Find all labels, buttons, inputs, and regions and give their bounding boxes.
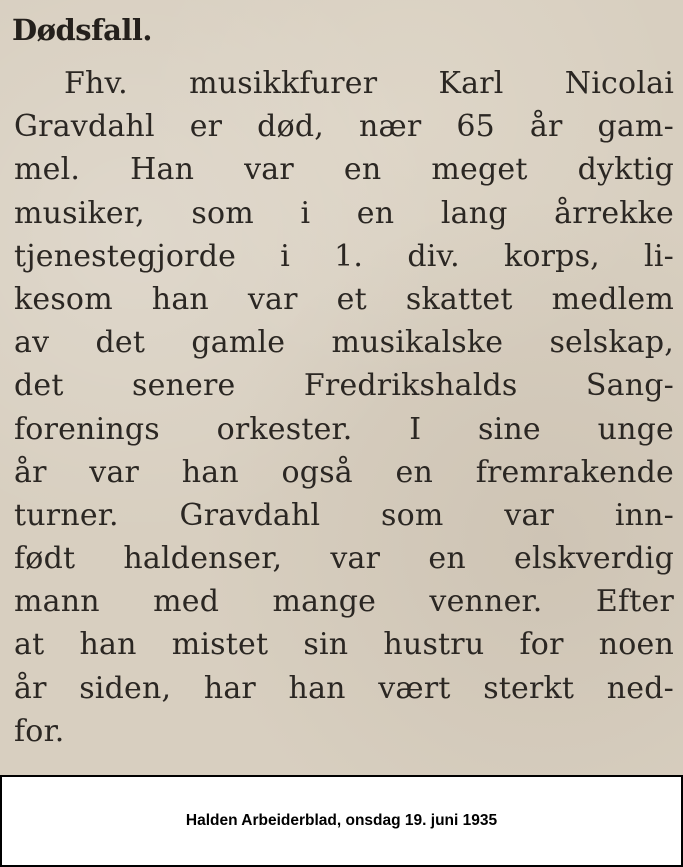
article-line: det senere Fredrikshalds Sang- <box>14 368 674 404</box>
article-line: at han mistet sin hustru for noen <box>14 627 674 663</box>
article-line: musiker, som i en lang årrekke <box>14 195 674 231</box>
caption-box <box>0 775 683 867</box>
article-line: av det gamle musikalske selskap, <box>14 325 674 361</box>
article-line: for. <box>14 713 65 749</box>
article-line: mel. Han var en meget dyktig <box>14 152 674 188</box>
source-caption: Halden Arbeiderblad, onsdag 19. juni 1935 <box>185 812 498 829</box>
article-line: forenings orkester. I sine unge <box>14 411 674 447</box>
article-line: tjenestegjorde i 1. div. korps, li- <box>14 238 674 274</box>
article-line: født haldenser, var en elskverdig <box>14 541 674 577</box>
article-line: mann med mange venner. Efter <box>14 584 674 620</box>
article-line: kesom han var et skattet medlem <box>14 281 674 317</box>
article-body <box>14 62 674 753</box>
article-line: år siden, har han vært sterkt ned- <box>14 670 674 706</box>
article-line: år var han også en fremrakende <box>14 454 674 490</box>
article-line: Fhv. musikkfurer Karl Nicolai <box>64 66 674 101</box>
article-line: turner. Gravdahl som var inn- <box>14 497 674 533</box>
article-line: Gravdahl er død, nær 65 år gam- <box>14 109 674 145</box>
article-headline: Dødsfall. <box>12 13 152 47</box>
